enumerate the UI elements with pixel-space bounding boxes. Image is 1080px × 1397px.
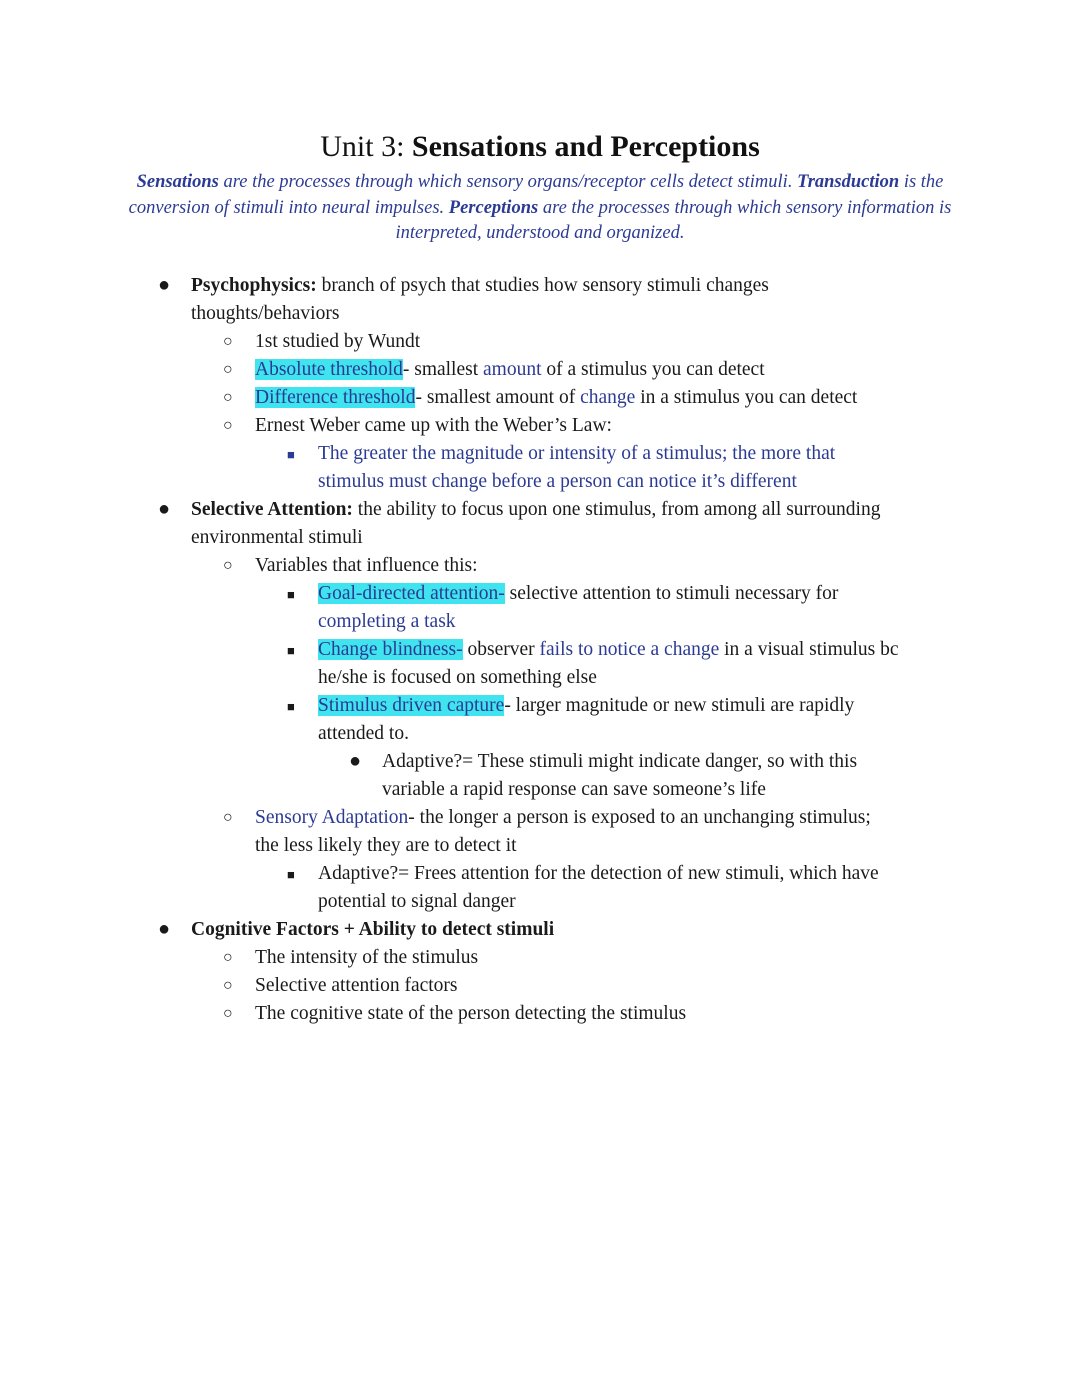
diff-text-b: in a stimulus you can detect <box>635 387 858 408</box>
abs-text-blue: amount <box>483 359 542 380</box>
sensory-adaptation-line-2: the less likely they are to detect it <box>255 835 517 856</box>
goal-directed-line-2: completing a task <box>318 611 456 632</box>
sensory-adaptation-term: Sensory Adaptation <box>255 807 409 828</box>
weber-law-line-1: The greater the magnitude or intensity of a stimulus; the more that <box>318 443 836 464</box>
cognitive-heading: Cognitive Factors + Ability to detect stimuli <box>191 919 555 940</box>
square-bullet-icon: ■ <box>287 867 295 882</box>
disc-bullet-icon: ● <box>158 498 171 520</box>
page-title <box>0 128 1080 166</box>
selective-attention-line-1 <box>191 496 880 524</box>
circle-bullet-icon: ○ <box>223 1005 233 1022</box>
change-text-blue: fails to notice a change <box>539 639 720 660</box>
change-blindness-term: Change blindness- <box>318 639 463 660</box>
title-prefix: Unit 3: <box>320 130 412 163</box>
abs-text-b: of a stimulus you can detect <box>541 359 765 380</box>
circle-bullet-icon: ○ <box>223 977 233 994</box>
sa-adaptive-line-2: potential to signal danger <box>318 891 516 912</box>
disc-bullet-icon: ● <box>349 750 362 772</box>
circle-bullet-icon: ○ <box>223 809 233 826</box>
square-bullet-icon: ■ <box>287 699 295 714</box>
change-blindness-line-2: he/she is focused on something else <box>318 667 597 688</box>
stimulus-capture-line-1 <box>318 692 854 720</box>
square-bullet-icon: ■ <box>287 447 295 462</box>
difference-threshold-line <box>255 384 857 412</box>
difference-threshold-term: Difference threshold <box>255 387 416 408</box>
square-bullet-icon: ■ <box>287 643 295 658</box>
sa-adaptive-line-1: Adaptive?= Frees attention for the detection of new stimuli, which have <box>318 863 879 884</box>
diff-text-blue: change <box>580 387 636 408</box>
weber-law-line-2: stimulus must change before a person can notice it’s different <box>318 471 797 492</box>
circle-bullet-icon: ○ <box>223 389 233 406</box>
psychophysics-line-2: thoughts/behaviors <box>191 303 340 324</box>
selective-attention-line-2: environmental stimuli <box>191 527 363 548</box>
circle-bullet-icon: ○ <box>223 361 233 378</box>
sa-text: - the longer a person is exposed to an unchanging stimulus; <box>408 807 871 828</box>
psychophysics-line-1 <box>191 272 769 300</box>
psychophysics-term: Psychophysics: <box>191 275 317 296</box>
cognitive-item: The cognitive state of the person detecting the stimulus <box>255 1003 687 1024</box>
intro-text-2: is the conversion of stimuli into neural impulses. <box>128 172 944 218</box>
sensory-adaptation-line-1 <box>255 804 871 832</box>
variables-line: Variables that influence this: <box>255 555 478 576</box>
goal-directed-term: Goal-directed attention- <box>318 583 505 604</box>
circle-bullet-icon: ○ <box>223 949 233 966</box>
change-blindness-line-1 <box>318 636 899 664</box>
intro-paragraph <box>128 170 952 247</box>
disc-bullet-icon: ● <box>158 274 171 296</box>
selective-attention-term: Selective Attention: <box>191 499 353 520</box>
intro-text-1: are the processes through which sensory organs/receptor cells detect stimuli. <box>218 172 798 192</box>
square-bullet-icon: ■ <box>287 587 295 602</box>
cognitive-item: Selective attention factors <box>255 975 458 996</box>
wundt-line: 1st studied by Wundt <box>255 331 421 352</box>
stimulus-capture-term: Stimulus driven capture <box>318 695 505 716</box>
capture-text: - larger magnitude or new stimuli are rapidly <box>504 695 855 716</box>
goal-text: selective attention to stimuli necessary for <box>504 583 839 604</box>
circle-bullet-icon: ○ <box>223 557 233 574</box>
abs-text-a: - smallest <box>402 359 484 380</box>
intro-term-transduction: Transduction <box>797 172 900 192</box>
intro-term-sensations: Sensations <box>136 172 219 192</box>
circle-bullet-icon: ○ <box>223 333 233 350</box>
title-bold: Sensations and Perceptions <box>411 130 760 163</box>
adaptive-line-1: Adaptive?= These stimuli might indicate danger, so with this <box>382 751 858 772</box>
change-text-b: in a visual stimulus bc <box>719 639 899 660</box>
stimulus-capture-line-2: attended to. <box>318 723 409 744</box>
circle-bullet-icon: ○ <box>223 417 233 434</box>
absolute-threshold-line <box>255 356 765 384</box>
diff-text-a: - smallest amount of <box>415 387 581 408</box>
intro-term-perceptions: Perceptions <box>448 197 539 218</box>
cognitive-item: The intensity of the stimulus <box>255 947 479 968</box>
absolute-threshold-term: Absolute threshold <box>255 359 403 380</box>
intro-text-3: are the processes through which sensory information is interpreted, understood and organized. <box>395 197 952 243</box>
disc-bullet-icon: ● <box>158 918 171 940</box>
weber-line: Ernest Weber came up with the Weber’s Law: <box>255 415 612 436</box>
selective-def: the ability to focus upon one stimulus, from among all surrounding <box>352 499 881 520</box>
psychophysics-def: branch of psych that studies how sensory stimuli changes <box>316 275 769 296</box>
change-text-a: observer <box>462 639 540 660</box>
goal-directed-line-1 <box>318 580 838 608</box>
adaptive-line-2: variable a rapid response can save someone’s life <box>382 779 766 800</box>
